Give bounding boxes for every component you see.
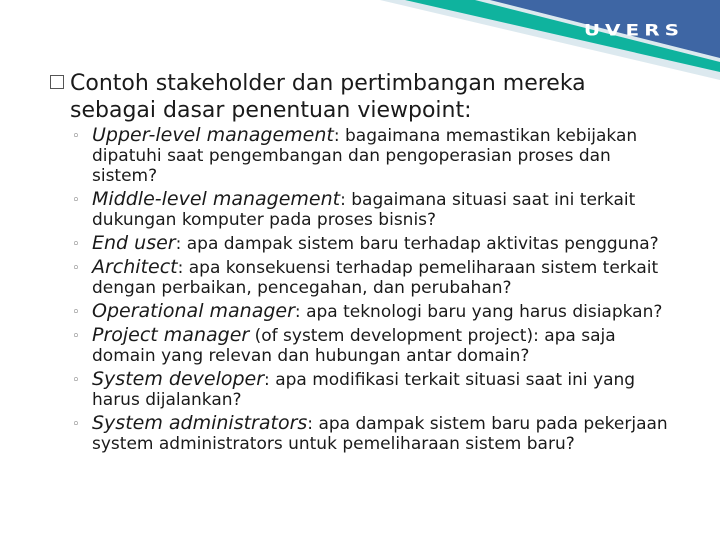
main-bullet-text: Contoh stakeholder dan pertimbangan mereka sebagai dasar penentuan viewpoint: xyxy=(70,71,586,123)
stakeholder-desc: (of system development project): apa saja domain yang relevan dan hubungan antar domain? xyxy=(92,326,616,366)
ring-bullet-icon: ◦ xyxy=(72,417,80,432)
ring-bullet-icon: ◦ xyxy=(72,261,80,276)
stakeholder-desc: bagaimana situasi saat ini terkait dukungan komputer pada proses bisnis? xyxy=(92,190,636,230)
term-separator: : xyxy=(264,370,276,390)
list-item xyxy=(72,189,672,230)
list-item xyxy=(72,369,672,410)
ring-bullet-icon: ◦ xyxy=(72,373,80,388)
uvers-logo: UVERS xyxy=(583,20,684,40)
term-separator: : xyxy=(177,258,189,278)
ring-bullet-icon: ◦ xyxy=(72,329,80,344)
stakeholder-desc: bagaimana memastikan kebijakan dipatuhi saat pengembangan dan pengoperasian proses dan sistem? xyxy=(92,126,638,186)
stakeholder-desc: apa dampak sistem baru pada pekerjaan system administrators untuk pemeliharaan sistem baru? xyxy=(92,414,668,454)
stakeholder-desc: apa teknologi baru yang harus disiapkan? xyxy=(306,302,663,322)
stakeholder-term: System developer xyxy=(92,368,265,390)
stakeholder-term: End user xyxy=(92,232,176,254)
stakeholder-term: Project manager xyxy=(92,324,250,346)
stakeholder-desc: apa konsekuensi terhadap pemeliharaan sistem terkait dengan perbaikan, pencegahan, dan perubahan? xyxy=(92,258,659,298)
list-item xyxy=(72,413,672,454)
main-bullet xyxy=(50,70,670,124)
list-item xyxy=(72,325,672,366)
stakeholder-term: Upper-level management xyxy=(92,124,334,146)
stakeholder-term: Operational manager xyxy=(92,300,295,322)
ring-bullet-icon: ◦ xyxy=(72,129,80,144)
ring-bullet-icon: ◦ xyxy=(72,305,80,320)
ring-bullet-icon: ◦ xyxy=(72,193,80,208)
list-item xyxy=(72,257,672,298)
list-item xyxy=(72,301,672,322)
stakeholder-term: System administrators xyxy=(92,412,308,434)
list-item xyxy=(72,233,672,254)
square-bullet-icon xyxy=(50,75,64,89)
stakeholder-term: Middle-level management xyxy=(92,188,341,210)
term-separator: : xyxy=(175,234,187,254)
header-banner xyxy=(0,0,720,80)
term-separator: : xyxy=(307,414,319,434)
stakeholder-desc: apa dampak sistem baru terhadap aktivitas pengguna? xyxy=(186,234,659,254)
ring-bullet-icon: ◦ xyxy=(72,237,80,252)
term-separator: : xyxy=(333,126,345,146)
stakeholder-desc: apa modifikasi terkait situasi saat ini yang harus dijalankan? xyxy=(92,370,636,410)
term-separator: : xyxy=(294,302,307,322)
stakeholder-term: Architect xyxy=(92,256,178,278)
term-separator: : xyxy=(340,190,352,210)
stakeholder-list xyxy=(72,125,672,457)
list-item xyxy=(72,125,672,186)
